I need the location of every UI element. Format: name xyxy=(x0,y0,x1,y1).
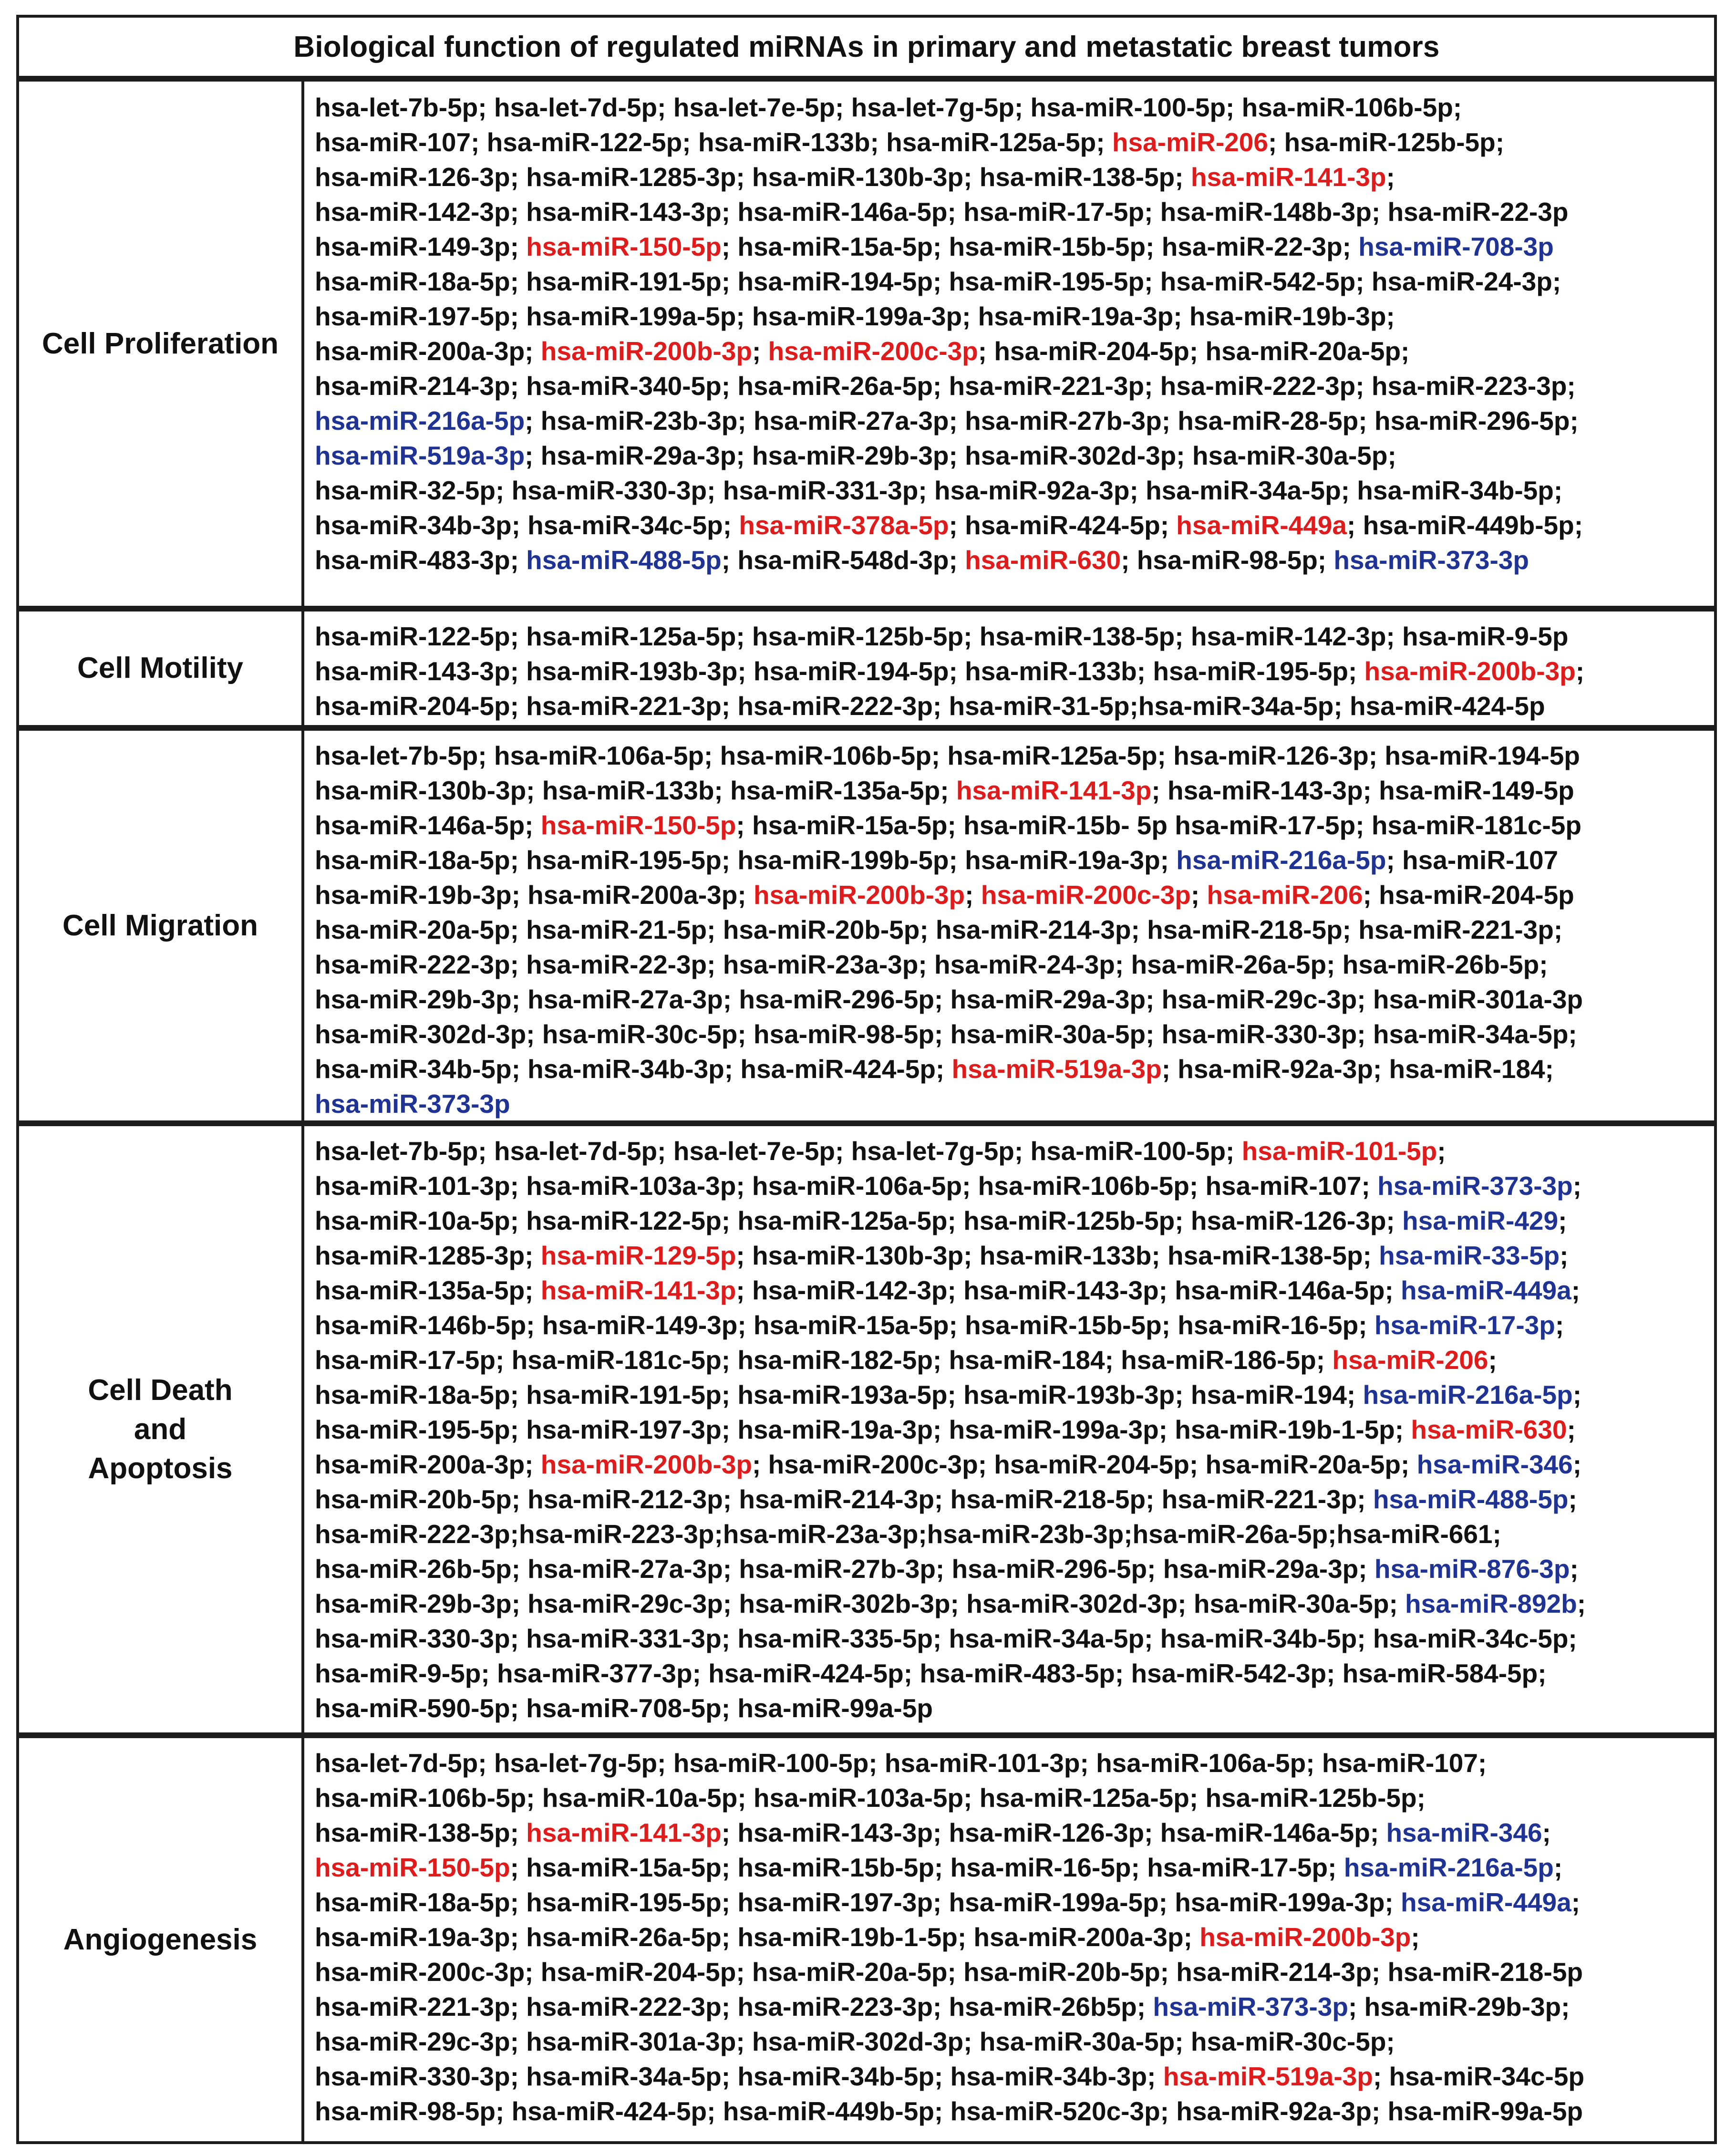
mirna-text: hsa-miR-590-5p; hsa-miR-708-5p; hsa-miR-99a-5p xyxy=(315,1693,933,1723)
mirna-highlight-red: hsa-miR-150-5p xyxy=(540,810,736,840)
mirna-text: ; xyxy=(1558,1206,1567,1235)
mirna-line xyxy=(315,125,1711,160)
mirna-highlight-blue: hsa-miR-429 xyxy=(1402,1206,1559,1235)
mirna-text: ; xyxy=(1568,1484,1577,1514)
row-cell-proliferation xyxy=(19,82,1714,606)
mirna-line xyxy=(315,878,1711,912)
mirna-text: hsa-miR-214-3p; hsa-miR-340-5p; hsa-miR-26a-5p; hsa-miR-221-3p; hsa-miR-222-3p; hsa-miR-223-3p; xyxy=(315,371,1576,401)
mirna-line xyxy=(315,2059,1711,2094)
mirna-text: hsa-miR-29b-3p; hsa-miR-27a-3p; hsa-miR-296-5p; hsa-miR-29a-3p; hsa-miR-29c-3p; hsa-miR-301a-3p xyxy=(315,985,1583,1014)
mirna-text: hsa-miR-142-3p; hsa-miR-143-3p; hsa-miR-146a-5p; hsa-miR-17-5p; hsa-miR-148b-3p; hsa-miR-22-3p xyxy=(315,197,1569,227)
mirna-text: ; xyxy=(1553,1853,1563,1882)
mirna-line xyxy=(315,543,1711,578)
mirna-text: hsa-miR-32-5p; hsa-miR-330-3p; hsa-miR-331-3p; hsa-miR-92a-3p; hsa-miR-34a-5p; hsa-miR-34b-5p; xyxy=(315,476,1563,505)
mirna-text: ; hsa-miR-142-3p; hsa-miR-143-3p; hsa-miR-146a-5p; xyxy=(736,1275,1401,1305)
mirna-text: ; hsa-miR-15a-5p; hsa-miR-15b-5p; hsa-miR-16-5p; hsa-miR-17-5p; xyxy=(510,1853,1344,1882)
mirna-highlight-blue: hsa-miR-346 xyxy=(1386,1818,1542,1847)
mirna-line xyxy=(315,689,1711,724)
mirna-text: ; hsa-miR-130b-3p; hsa-miR-133b; hsa-miR-138-5p; xyxy=(736,1241,1379,1270)
mirna-highlight-red: hsa-miR-129-5p xyxy=(540,1241,736,1270)
mirna-line xyxy=(315,1656,1711,1691)
category-cell-death-apoptosis xyxy=(19,1126,304,1732)
mirna-text: hsa-miR-106b-5p; hsa-miR-10a-5p; hsa-miR-103a-5p; hsa-miR-125a-5p; hsa-miR-125b-5p; xyxy=(315,1783,1426,1813)
mirna-line xyxy=(315,508,1711,543)
mirna-highlight-blue: hsa-miR-488-5p xyxy=(1373,1484,1569,1514)
mirna-text: hsa-miR-18a-5p; hsa-miR-195-5p; hsa-miR-199b-5p; hsa-miR-19a-3p; xyxy=(315,845,1177,875)
mirna-line xyxy=(315,1273,1711,1308)
mirna-list-angiogenesis xyxy=(315,1746,1711,2129)
mirna-text: ; hsa-miR-204-5p xyxy=(1363,880,1574,910)
mirna-highlight-blue: hsa-miR-892b xyxy=(1405,1589,1577,1618)
mirna-highlight-red: hsa-miR-141-3p xyxy=(956,776,1152,805)
mirna-line xyxy=(315,264,1711,299)
mirna-highlight-red: hsa-miR-200c-3p xyxy=(768,336,978,366)
mirna-highlight-blue: hsa-miR-17-3p xyxy=(1374,1310,1555,1340)
category-label-line: Angiogenesis xyxy=(63,1923,258,1956)
mirna-text: ; xyxy=(1572,1450,1582,1479)
mirna-line xyxy=(315,808,1711,843)
mirna-text: ; hsa-miR-29b-3p; xyxy=(1348,1992,1570,2021)
mirna-line xyxy=(315,912,1711,947)
mirna-text: hsa-miR-195-5p; hsa-miR-197-3p; hsa-miR-19a-3p; hsa-miR-199a-3p; hsa-miR-19b-1-5p; xyxy=(315,1415,1411,1444)
mirna-line xyxy=(315,1955,1711,1990)
mirna-text: hsa-miR-29c-3p; hsa-miR-301a-3p; hsa-miR-302d-3p; hsa-miR-30a-5p; hsa-miR-30c-5p; xyxy=(315,2027,1395,2056)
category-cell-proliferation xyxy=(19,82,304,606)
row-cell-death-apoptosis xyxy=(19,1120,1714,1732)
mirna-text: ; xyxy=(1190,880,1207,910)
mirna-highlight-blue: hsa-miR-216a-5p xyxy=(315,406,525,435)
mirna-highlight-blue: hsa-miR-449a xyxy=(1401,1275,1571,1305)
mirna-line xyxy=(315,1203,1711,1238)
mirna-text: hsa-miR-130b-3p; hsa-miR-133b; hsa-miR-135a-5p; xyxy=(315,776,956,805)
mirna-highlight-red: hsa-miR-630 xyxy=(965,545,1121,575)
mirna-line xyxy=(315,369,1711,404)
mirna-text: hsa-miR-20b-5p; hsa-miR-212-3p; hsa-miR-214-3p; hsa-miR-218-5p; hsa-miR-221-3p; xyxy=(315,1484,1373,1514)
category-label-line: and xyxy=(134,1412,187,1446)
category-label-line: Cell Proliferation xyxy=(41,327,279,360)
mirna-highlight-blue: hsa-miR-346 xyxy=(1416,1450,1573,1479)
mirna-line xyxy=(315,2094,1711,2129)
mirna-line xyxy=(315,1087,1711,1121)
mirna-text: ; hsa-miR-107 xyxy=(1386,845,1559,875)
mirna-text: hsa-miR-149-3p; xyxy=(315,232,527,261)
mirna-text: hsa-miR-18a-5p; hsa-miR-191-5p; hsa-miR-193a-5p; hsa-miR-193b-3p; hsa-miR-194; xyxy=(315,1380,1363,1410)
mirna-line xyxy=(315,982,1711,1017)
mirna-text: hsa-miR-29b-3p; hsa-miR-29c-3p; hsa-miR-302b-3p; hsa-miR-302d-3p; hsa-miR-30a-5p; xyxy=(315,1589,1405,1618)
mirna-line xyxy=(315,229,1711,264)
mirna-text: hsa-let-7d-5p; hsa-let-7g-5p; hsa-miR-100-5p; hsa-miR-101-3p; hsa-miR-106a-5p; hsa-miR-107; xyxy=(315,1748,1487,1778)
mirna-line xyxy=(315,1447,1711,1482)
mirna-text: ; xyxy=(1437,1136,1446,1166)
mirna-text: hsa-miR-146a-5p; xyxy=(315,810,541,840)
mirna-text: ; hsa-miR-143-3p; hsa-miR-126-3p; hsa-miR-146a-5p; xyxy=(721,1818,1386,1847)
mirna-line xyxy=(315,1586,1711,1621)
mirna-text: hsa-miR-222-3p; hsa-miR-22-3p; hsa-miR-23a-3p; hsa-miR-24-3p; hsa-miR-26a-5p; hsa-miR-26b-5p; xyxy=(315,950,1548,979)
mirna-line xyxy=(315,195,1711,229)
mirna-highlight-blue: hsa-miR-373-3p xyxy=(315,1089,510,1119)
mirna-text: ; xyxy=(1575,656,1585,686)
mirna-text: ; xyxy=(1488,1345,1497,1375)
mirna-highlight-red: hsa-miR-200b-3p xyxy=(1364,656,1576,686)
mirna-text: ; hsa-miR-200c-3p; hsa-miR-204-5p; hsa-miR-20a-5p; xyxy=(752,1450,1417,1479)
mirna-line xyxy=(315,1308,1711,1343)
mirna-text: hsa-miR-200c-3p; hsa-miR-204-5p; hsa-miR-20a-5p; hsa-miR-20b-5p; hsa-miR-214-3p; hsa-miR-218-5p xyxy=(315,1957,1583,1987)
mirna-line xyxy=(315,404,1711,438)
mirna-text: ; xyxy=(1572,1171,1582,1201)
mirna-text: ; xyxy=(1577,1589,1586,1618)
mirna-text: hsa-miR-221-3p; hsa-miR-222-3p; hsa-miR-223-3p; hsa-miR-26b5p; xyxy=(315,1992,1153,2021)
mirna-highlight-red: hsa-miR-101-5p xyxy=(1241,1136,1437,1166)
category-cell-motility xyxy=(19,612,304,725)
mirna-text: ; hsa-miR-125b-5p; xyxy=(1268,127,1505,157)
mirna-text: hsa-miR-122-5p; hsa-miR-125a-5p; hsa-miR-125b-5p; hsa-miR-138-5p; hsa-miR-142-3p; hsa-miR-9-5p xyxy=(315,622,1569,651)
mirna-text: hsa-miR-101-3p; hsa-miR-103a-3p; hsa-miR-106a-5p; hsa-miR-106b-5p; hsa-miR-107; xyxy=(315,1171,1378,1201)
mirna-text: ; hsa-miR-143-3p; hsa-miR-149-5p xyxy=(1151,776,1574,805)
mirna-text: ; hsa-miR-15a-5p; hsa-miR-15b- 5p hsa-miR-17-5p; hsa-miR-181c-5p xyxy=(736,810,1581,840)
row-cell-motility xyxy=(19,606,1714,725)
category-label-line: Cell Migration xyxy=(62,909,258,942)
mirna-text: ; hsa-miR-204-5p; hsa-miR-20a-5p; xyxy=(978,336,1410,366)
mirna-text: hsa-let-7b-5p; hsa-let-7d-5p; hsa-let-7e-5p; hsa-let-7g-5p; hsa-miR-100-5p; hsa-miR-106b-5p; xyxy=(315,93,1462,122)
mirna-line xyxy=(315,1691,1711,1726)
mirna-text: hsa-miR-135a-5p; xyxy=(315,1275,541,1305)
mirna-text: ; xyxy=(1571,1887,1581,1917)
mirna-list-cell-proliferation xyxy=(315,90,1711,578)
mirna-text: ; hsa-miR-29a-3p; hsa-miR-29b-3p; hsa-miR-302d-3p; hsa-miR-30a-5p; xyxy=(525,441,1396,470)
mirna-highlight-red: hsa-miR-206 xyxy=(1112,127,1268,157)
table-title: Biological function of regulated miRNAs in primary and metastatic breast tumors xyxy=(19,18,1714,82)
mirna-highlight-red: hsa-miR-200b-3p xyxy=(540,336,752,366)
mirna-highlight-blue: hsa-miR-216a-5p xyxy=(1343,1853,1554,1882)
mirna-line xyxy=(315,299,1711,334)
mirna-text: hsa-miR-18a-5p; hsa-miR-191-5p; hsa-miR-194-5p; hsa-miR-195-5p; hsa-miR-542-5p; hsa-miR-24-3p; xyxy=(315,267,1561,296)
mirna-list-cell-migration xyxy=(315,738,1711,1121)
mirna-text: hsa-miR-1285-3p; xyxy=(315,1241,541,1270)
mirna-text: hsa-miR-20a-5p; hsa-miR-21-5p; hsa-miR-20b-5p; hsa-miR-214-3p; hsa-miR-218-5p; hsa-miR-221-3p; xyxy=(315,915,1563,944)
mirna-highlight-blue: hsa-miR-373-3p xyxy=(1333,545,1529,575)
mirna-text: hsa-miR-197-5p; hsa-miR-199a-5p; hsa-miR-199a-3p; hsa-miR-19a-3p; hsa-miR-19b-3p; xyxy=(315,301,1395,331)
mirna-line xyxy=(315,1552,1711,1586)
mirna-line xyxy=(315,1134,1711,1169)
mirna-text: hsa-miR-330-3p; hsa-miR-34a-5p; hsa-miR-34b-5p; hsa-miR-34b-3p; xyxy=(315,2062,1163,2091)
mirna-line xyxy=(315,160,1711,195)
mirna-line xyxy=(315,1343,1711,1378)
mirna-highlight-red: hsa-miR-378a-5p xyxy=(739,510,949,540)
mirna-highlight-red: hsa-miR-200b-3p xyxy=(753,880,965,910)
category-cell-migration xyxy=(19,731,304,1120)
mirna-text: hsa-let-7b-5p; hsa-miR-106a-5p; hsa-miR-106b-5p; hsa-miR-125a-5p; hsa-miR-126-3p; hsa-miR-194-5p xyxy=(315,741,1580,770)
mirna-highlight-red: hsa-miR-141-3p xyxy=(540,1275,736,1305)
mirna-highlight-blue: hsa-miR-876-3p xyxy=(1374,1554,1570,1584)
mirna-text: hsa-miR-26b-5p; hsa-miR-27a-3p; hsa-miR-27b-3p; hsa-miR-296-5p; hsa-miR-29a-3p; xyxy=(315,1554,1374,1584)
mirna-line xyxy=(315,1482,1711,1517)
mirna-highlight-blue: hsa-miR-449a xyxy=(1401,1887,1571,1917)
mirna-line xyxy=(315,1815,1711,1850)
mirna-highlight-red: hsa-miR-150-5p xyxy=(315,1853,510,1882)
mirna-highlight-blue: hsa-miR-373-3p xyxy=(1153,1992,1348,2021)
mirna-text: hsa-miR-18a-5p; hsa-miR-195-5p; hsa-miR-197-3p; hsa-miR-199a-5p; hsa-miR-199a-3p; xyxy=(315,1887,1401,1917)
mirna-text: ; xyxy=(1572,1380,1582,1410)
mirna-line xyxy=(315,1990,1711,2024)
mirna-text: hsa-miR-146b-5p; hsa-miR-149-3p; hsa-miR-15a-5p; hsa-miR-15b-5p; hsa-miR-16-5p; xyxy=(315,1310,1374,1340)
mirna-text: hsa-miR-200a-3p; xyxy=(315,336,541,366)
mirna-highlight-red: hsa-miR-141-3p xyxy=(526,1818,722,1847)
mirna-text: hsa-miR-9-5p; hsa-miR-377-3p; hsa-miR-424-5p; hsa-miR-483-5p; hsa-miR-542-3p; hsa-miR-584-5p; xyxy=(315,1658,1547,1688)
mirna-highlight-blue: hsa-miR-519a-3p xyxy=(315,441,525,470)
mirna-line xyxy=(315,1017,1711,1052)
mirna-text: hsa-miR-34b-3p; hsa-miR-34c-5p; xyxy=(315,510,739,540)
mirna-list-cell-death-apoptosis xyxy=(315,1134,1711,1726)
mirna-line xyxy=(315,438,1711,473)
mirna-text: ; xyxy=(1386,162,1395,192)
mirna-text: ; xyxy=(1560,1241,1569,1270)
mirna-text: ; hsa-miR-98-5p; xyxy=(1121,545,1334,575)
mirna-text: hsa-miR-222-3p;hsa-miR-223-3p;hsa-miR-23a-3p;hsa-miR-23b-3p;hsa-miR-26a-5p;hsa-miR-661; xyxy=(315,1519,1501,1549)
mirna-line xyxy=(315,1621,1711,1656)
mirna-highlight-red: hsa-miR-630 xyxy=(1411,1415,1567,1444)
mirna-line xyxy=(315,1052,1711,1087)
mirna-line xyxy=(315,1746,1711,1781)
mirna-line xyxy=(315,843,1711,878)
mirna-text: ; xyxy=(965,880,981,910)
mirna-highlight-red: hsa-miR-150-5p xyxy=(526,232,722,261)
mirna-line xyxy=(315,90,1711,125)
mirna-highlight-red: hsa-miR-200b-3p xyxy=(540,1450,752,1479)
mirna-line xyxy=(315,1378,1711,1412)
mirna-highlight-blue: hsa-miR-708-3p xyxy=(1358,232,1554,261)
mirna-text: ; hsa-miR-424-5p; xyxy=(949,510,1177,540)
mirna-text: hsa-miR-200a-3p; xyxy=(315,1450,541,1479)
mirna-text: hsa-miR-98-5p; hsa-miR-424-5p; hsa-miR-449b-5p; hsa-miR-520c-3p; hsa-miR-92a-3p; hsa-miR-99a-5p xyxy=(315,2096,1583,2126)
mirna-highlight-red: hsa-miR-200c-3p xyxy=(981,880,1191,910)
mirna-list-cell-motility xyxy=(315,619,1711,724)
mirna-text: ; hsa-miR-34c-5p xyxy=(1373,2062,1585,2091)
mirna-highlight-red: hsa-miR-141-3p xyxy=(1190,162,1386,192)
mirna-line xyxy=(315,334,1711,369)
mirna-text: ; xyxy=(1555,1310,1564,1340)
mirna-line xyxy=(315,1238,1711,1273)
mirna-line xyxy=(315,2024,1711,2059)
mirna-text: ; xyxy=(1411,1922,1420,1952)
mirna-text: hsa-miR-34b-5p; hsa-miR-34b-3p; hsa-miR-424-5p; xyxy=(315,1054,952,1084)
mirna-text: hsa-miR-107; hsa-miR-122-5p; hsa-miR-133b; hsa-miR-125a-5p; xyxy=(315,127,1112,157)
mirna-text: hsa-miR-19b-3p; hsa-miR-200a-3p; xyxy=(315,880,754,910)
mirna-text: ; xyxy=(1570,1554,1579,1584)
mirna-text: ; hsa-miR-23b-3p; hsa-miR-27a-3p; hsa-miR-27b-3p; hsa-miR-28-5p; hsa-miR-296-5p; xyxy=(525,406,1579,435)
mirna-text: hsa-miR-138-5p; xyxy=(315,1818,527,1847)
mirna-highlight-red: hsa-miR-200b-3p xyxy=(1199,1922,1411,1952)
mirna-text: hsa-miR-330-3p; hsa-miR-331-3p; hsa-miR-335-5p; hsa-miR-34a-5p; hsa-miR-34b-5p; hsa-miR-34c-5p; xyxy=(315,1624,1577,1653)
mirna-text: ; xyxy=(1542,1818,1551,1847)
mirna-line xyxy=(315,619,1711,654)
mirna-line xyxy=(315,1781,1711,1815)
mirna-text: hsa-miR-143-3p; hsa-miR-193b-3p; hsa-miR-194-5p; hsa-miR-133b; hsa-miR-195-5p; xyxy=(315,656,1364,686)
mirna-text: hsa-miR-483-3p; xyxy=(315,545,527,575)
mirna-function-table xyxy=(16,15,1717,2144)
mirna-text: ; xyxy=(752,336,768,366)
mirna-text: hsa-miR-17-5p; hsa-miR-181c-5p; hsa-miR-182-5p; hsa-miR-184; hsa-miR-186-5p; xyxy=(315,1345,1333,1375)
mirna-text: hsa-miR-126-3p; hsa-miR-1285-3p; hsa-miR-130b-3p; hsa-miR-138-5p; xyxy=(315,162,1191,192)
mirna-line xyxy=(315,1850,1711,1885)
mirna-line xyxy=(315,773,1711,808)
mirna-text: hsa-miR-19a-3p; hsa-miR-26a-5p; hsa-miR-19b-1-5p; hsa-miR-200a-3p; xyxy=(315,1922,1200,1952)
category-label-line: Cell Motility xyxy=(77,652,243,684)
mirna-text: hsa-let-7b-5p; hsa-let-7d-5p; hsa-let-7e-5p; hsa-let-7g-5p; hsa-miR-100-5p; xyxy=(315,1136,1242,1166)
mirna-line xyxy=(315,1412,1711,1447)
mirna-highlight-red: hsa-miR-206 xyxy=(1332,1345,1488,1375)
mirna-highlight-red: hsa-miR-449a xyxy=(1176,510,1347,540)
mirna-highlight-red: hsa-miR-519a-3p xyxy=(1163,2062,1373,2091)
row-cell-migration xyxy=(19,725,1714,1120)
mirna-text: ; hsa-miR-15a-5p; hsa-miR-15b-5p; hsa-miR-22-3p; xyxy=(721,232,1359,261)
mirna-text: ; xyxy=(1571,1275,1581,1305)
mirna-line xyxy=(315,473,1711,508)
mirna-line xyxy=(315,738,1711,773)
mirna-highlight-red: hsa-miR-519a-3p xyxy=(951,1054,1162,1084)
mirna-line xyxy=(315,1517,1711,1552)
mirna-text: ; xyxy=(1567,1415,1576,1444)
mirna-text: ; hsa-miR-449b-5p; xyxy=(1346,510,1583,540)
category-label-line: Apoptosis xyxy=(88,1451,233,1485)
mirna-line xyxy=(315,1920,1711,1955)
mirna-text: hsa-miR-204-5p; hsa-miR-221-3p; hsa-miR-222-3p; hsa-miR-31-5p;hsa-miR-34a-5p; hsa-miR-424-5p xyxy=(315,691,1545,721)
mirna-text: ; hsa-miR-548d-3p; xyxy=(721,545,965,575)
category-label-line: Cell Death xyxy=(88,1373,233,1407)
category-angiogenesis xyxy=(19,1738,304,2141)
mirna-highlight-blue: hsa-miR-33-5p xyxy=(1379,1241,1560,1270)
mirna-line xyxy=(315,1885,1711,1920)
mirna-highlight-blue: hsa-miR-216a-5p xyxy=(1363,1380,1573,1410)
mirna-line xyxy=(315,947,1711,982)
mirna-highlight-blue: hsa-miR-216a-5p xyxy=(1176,845,1386,875)
mirna-highlight-blue: hsa-miR-488-5p xyxy=(526,545,722,575)
mirna-text: hsa-miR-10a-5p; hsa-miR-122-5p; hsa-miR-125a-5p; hsa-miR-125b-5p; hsa-miR-126-3p; xyxy=(315,1206,1403,1235)
mirna-line xyxy=(315,654,1711,689)
mirna-text: ; hsa-miR-92a-3p; hsa-miR-184; xyxy=(1161,1054,1554,1084)
mirna-text: hsa-miR-302d-3p; hsa-miR-30c-5p; hsa-miR-98-5p; hsa-miR-30a-5p; hsa-miR-330-3p; hsa-miR-34a-5p; xyxy=(315,1019,1577,1049)
mirna-line xyxy=(315,1169,1711,1203)
row-angiogenesis xyxy=(19,1732,1714,2141)
mirna-highlight-red: hsa-miR-206 xyxy=(1207,880,1363,910)
mirna-highlight-blue: hsa-miR-373-3p xyxy=(1377,1171,1573,1201)
